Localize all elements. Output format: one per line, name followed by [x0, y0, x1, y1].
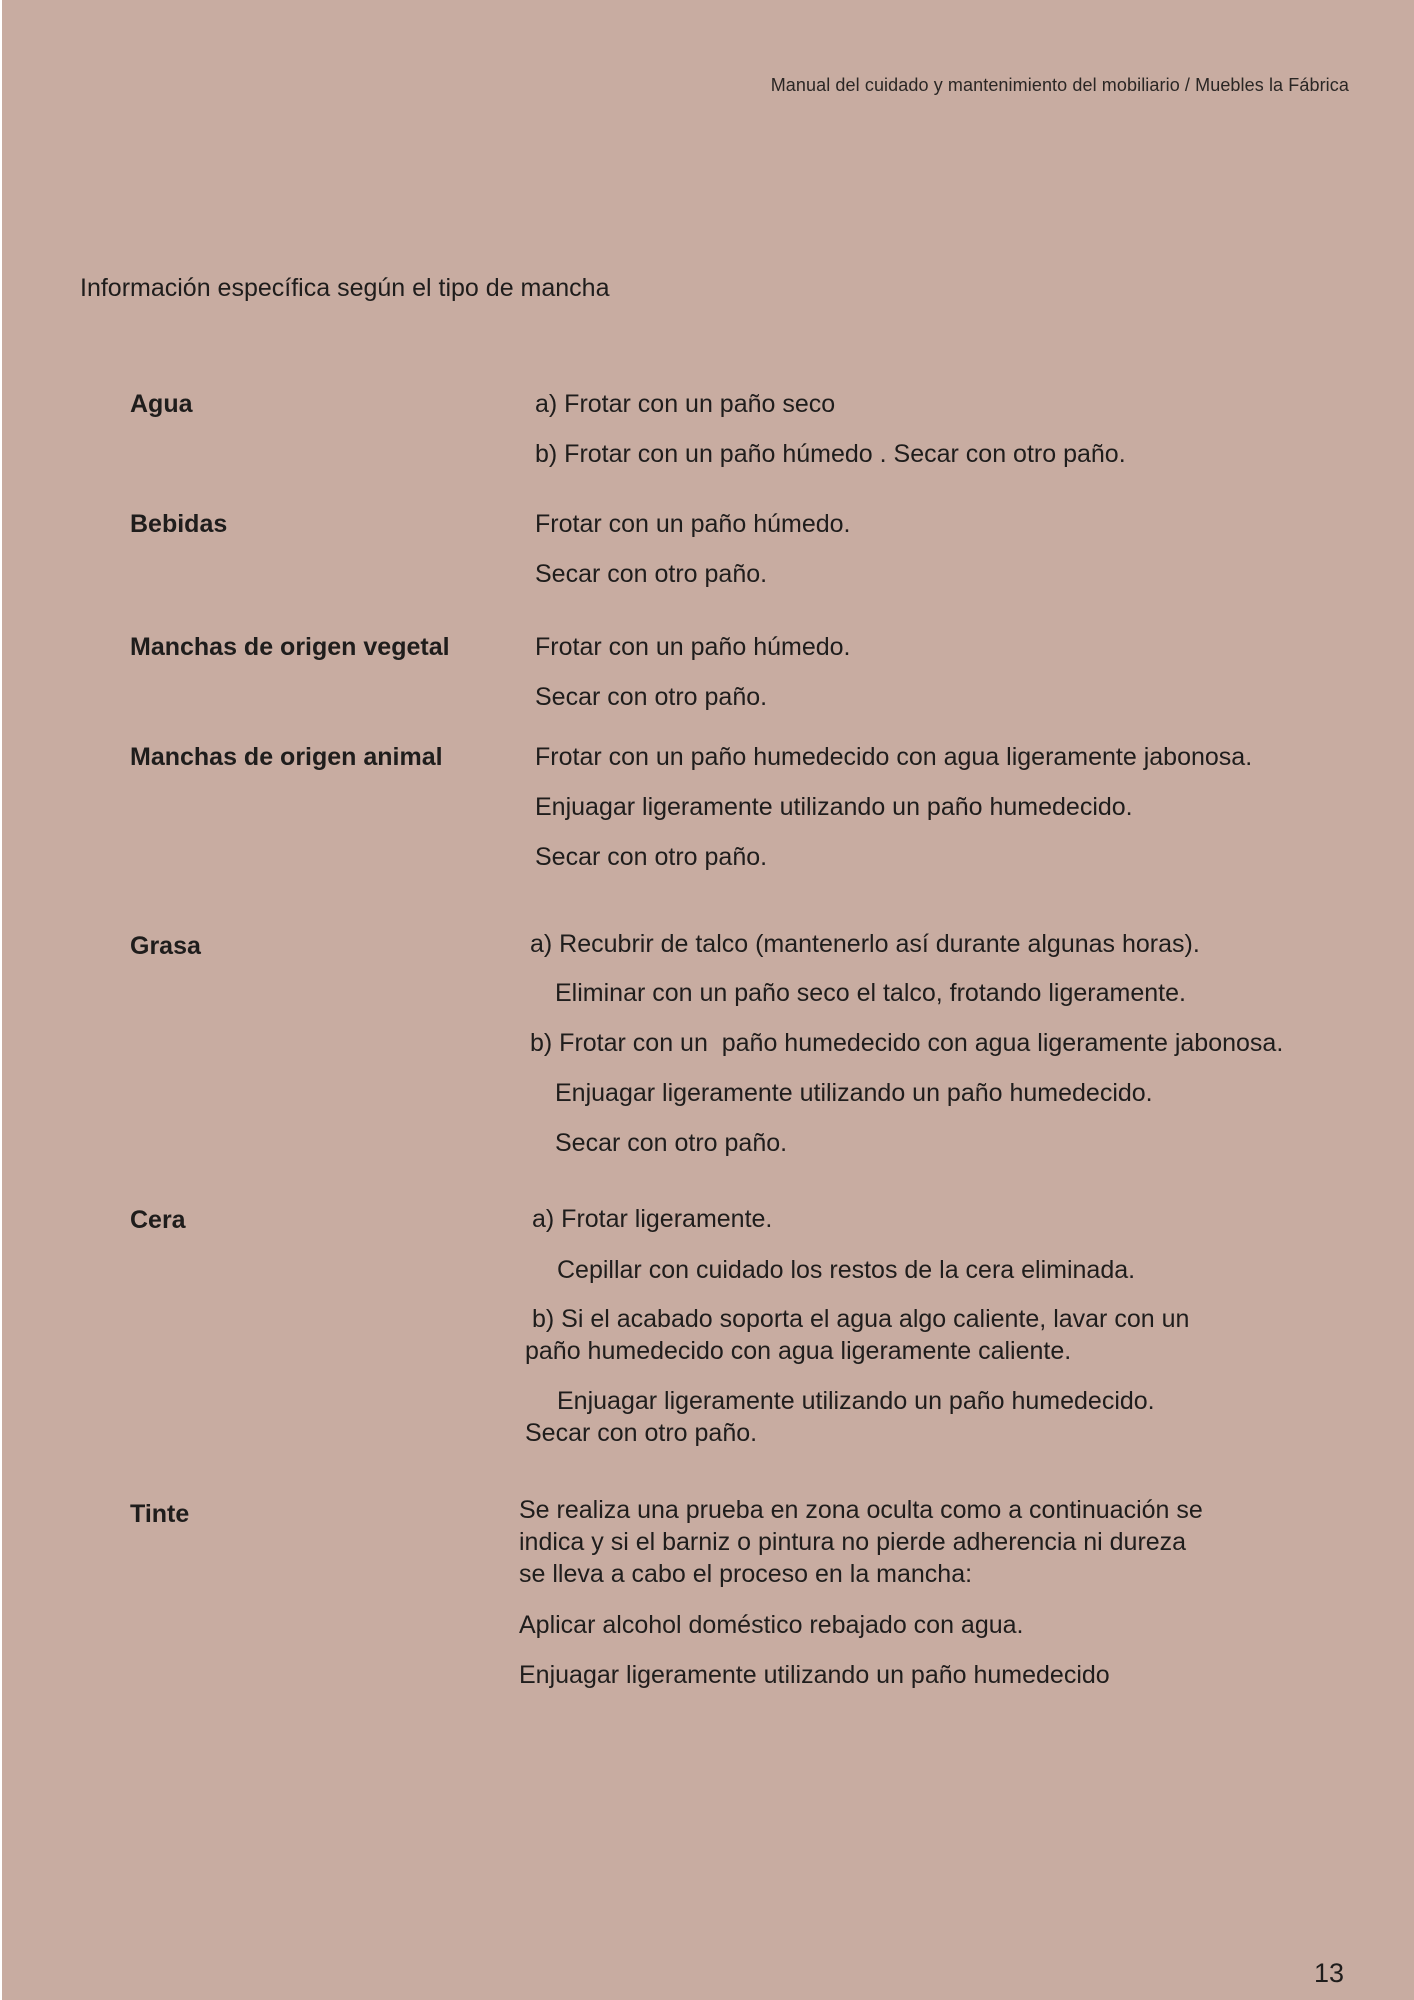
stain-step: a) Frotar con un paño seco — [535, 390, 836, 418]
stain-step: b) Frotar con un paño húmedo . Secar con otro paño. — [535, 440, 1126, 468]
stain-step: b) Si el acabado soporta el agua algo caliente, lavar con un — [532, 1305, 1190, 1333]
stain-step: Enjuagar ligeramente utilizando un paño humedecido. — [535, 793, 1133, 821]
stain-step: Frotar con un paño húmedo. — [535, 633, 851, 661]
stain-name: Agua — [130, 390, 193, 418]
stain-step: Se realiza una prueba en zona oculta como a continuación se — [519, 1496, 1203, 1524]
page-number: 13 — [1314, 1958, 1345, 1988]
stain-step: a) Frotar ligeramente. — [532, 1205, 773, 1233]
stain-step: b) Frotar con un paño humedecido con agua ligeramente jabonosa. — [530, 1029, 1284, 1057]
stain-step: Cepillar con cuidado los restos de la cera eliminada. — [557, 1256, 1136, 1284]
section-title: Información específica según el tipo de mancha — [80, 274, 610, 302]
stain-step: Frotar con un paño humedecido con agua ligeramente jabonosa. — [535, 743, 1253, 771]
stain-step: Aplicar alcohol doméstico rebajado con agua. — [519, 1611, 1024, 1639]
stain-name: Grasa — [130, 932, 201, 960]
stain-step: Enjuagar ligeramente utilizando un paño humedecido. — [555, 1079, 1153, 1107]
stain-step: Secar con otro paño. — [525, 1419, 758, 1447]
stain-step: indica y si el barniz o pintura no pierde adherencia ni dureza — [519, 1528, 1187, 1556]
stain-step: Secar con otro paño. — [555, 1129, 788, 1157]
stain-step: Secar con otro paño. — [535, 843, 768, 871]
stain-step: se lleva a cabo el proceso en la mancha: — [519, 1560, 973, 1588]
stain-step: a) Recubrir de talco (mantenerlo así durante algunas horas). — [530, 930, 1200, 958]
stain-name: Tinte — [130, 1500, 190, 1528]
stain-name: Manchas de origen vegetal — [130, 633, 450, 661]
stain-name: Manchas de origen animal — [130, 743, 443, 771]
stain-step: Frotar con un paño húmedo. — [535, 510, 851, 538]
running-header: Manual del cuidado y mantenimiento del mobiliario / Muebles la Fábrica — [770, 75, 1349, 95]
stain-name: Cera — [130, 1206, 186, 1234]
stain-name: Bebidas — [130, 510, 228, 538]
stain-step: Enjuagar ligeramente utilizando un paño humedecido. — [557, 1387, 1155, 1415]
stain-step: Secar con otro paño. — [535, 683, 768, 711]
stain-step: Secar con otro paño. — [535, 560, 768, 588]
stain-step: Enjuagar ligeramente utilizando un paño humedecido — [519, 1661, 1110, 1689]
stain-step: paño humedecido con agua ligeramente caliente. — [525, 1337, 1072, 1365]
stain-step: Eliminar con un paño seco el talco, frotando ligeramente. — [555, 979, 1186, 1007]
